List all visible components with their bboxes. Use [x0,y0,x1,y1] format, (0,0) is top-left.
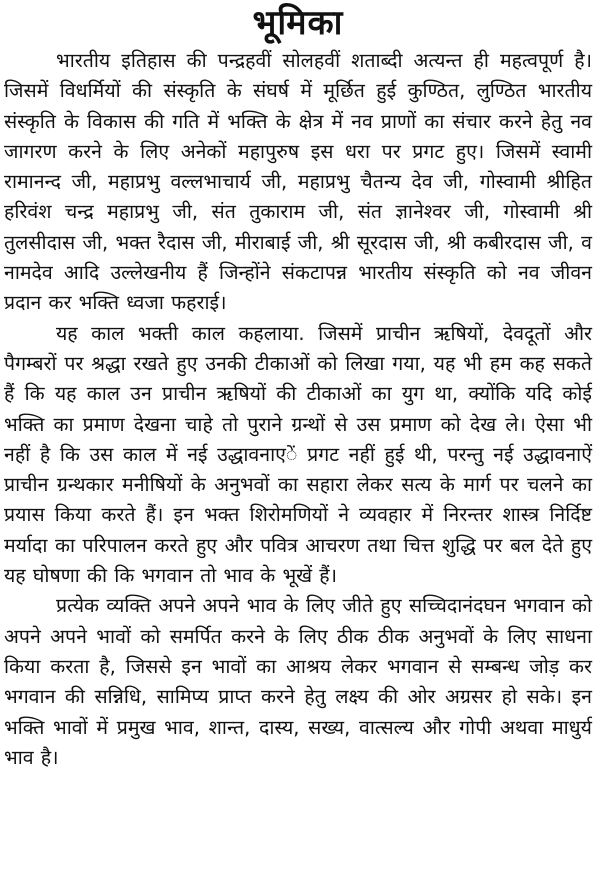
paragraph-3 [4,591,592,773]
paragraph-2-text: यह काल भक्ती काल कहलाया. जिसमें प्राचीन ऋषियों, देवदूतों और पैगम्बरों पर श्रद्धा रखते हुए उनकी टीकाओं को लिखा गया, यह भी हम कह सकते हैं कि यह काल उन प्राचीन ऋषियों की टीकाओं का युग था, क्योंकि यदि कोई भक्ति का प्रमाण देखना चाहे तो पुराने ग्रन्थों से उस प्रमाण को देख ले। ऐसा भी नहीं है कि उस काल में नई उद्धावनाएें प्रगट नहीं हुई थी, परन्तु नई उद्धावनाऐं प्राचीन ग्रन्थकार मनीषियों के अनुभवों का सहारा लेकर सत्य के मार्ग पर चलने का प्रयास किया करते हैं। इन भक्त शिरोमणियों ने व्यवहार में निरन्तर शास्त्र निर्दिष्ट मर्यादा का परिपालन करते हुए और पवित्र आचरण तथा चित्त शुद्धि पर बल देते हुए यह घोषणा की कि भगवान तो भाव के भूखें हैं। [4,321,592,588]
paragraph-2 [4,319,592,592]
paragraph-1-text: भारतीय इतिहास की पन्द्रहवीं सोलहवीं शताब्दी अत्यन्त ही महत्वपूर्ण है। जिसमें विधर्मियों की संस्कृति के संघर्ष में मूर्छित हुई कुण्ठित, लुण्ठित भारतीय संस्कृति के विकास की गति में भक्ति के क्षेत्र में नव प्राणों का संचार करने हेतु नव जागरण करने के लिए अनेकों महापुरुष इस धरा पर प्रगट हुए। जिसमें स्वामी रामानन्द जी, महाप्रभु वल्लभाचार्य जी, महाप्रभु चैतन्य देव जी, गोस्वामी श्रीहित हरिवंश चन्द्र महाप्रभु जी, संत तुकाराम जी, संत ज्ञानेश्वर जी, गोस्वामी श्री तुलसीदास जी, भक्त रैदास जी, मीराबाई जी, श्री सूरदास जी, श्री कबीरदास जी, व नामदेव आदि उल्लेखनीय हैं जिन्होंने संकटापन्न भारतीय संस्कृति को नव जीवन प्रदान कर भक्ति ध्वजा फहराई। [4,49,592,315]
paragraph-1 [4,46,592,319]
paragraph-3-text: प्रत्येक व्यक्ति अपने अपने भाव के लिए जीते हुए सच्चिदानंदघन भगवान को अपने अपने भावों को समर्पित करने के लिए ठीक ठीक अनुभवों के लिए साधना किया करता है, जिससे इन भावों का आश्रय लेकर भगवान से सम्बन्ध जोड़ कर भगवान की सन्निधि, सामिप्य प्राप्त करने हेतु लक्ष्य की ओर अग्रसर हो सके। इन भक्ति भावों में प्रमुख भाव, शान्त, दास्य, सख्य, वात्सल्य और गोपी अथवा माधुर्य भाव है। [4,594,592,769]
page-title: भूमिका [252,3,344,43]
